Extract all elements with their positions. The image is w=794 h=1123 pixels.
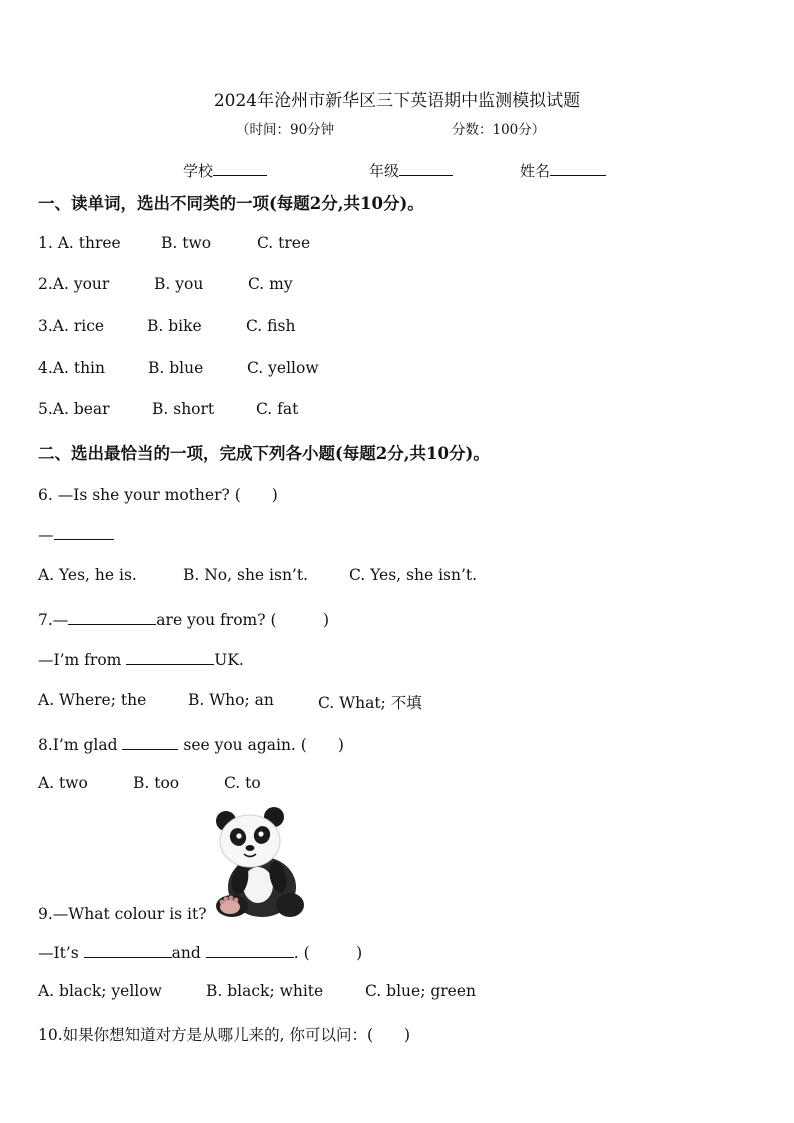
question-5-option-c: C. fat	[256, 400, 299, 418]
question-2-option-c: C. my	[248, 275, 293, 293]
panda-toe-4	[234, 898, 239, 903]
panda-illustration	[206, 805, 308, 923]
question-7-option-b: B. Who; an	[188, 691, 274, 709]
grade-blank[interactable]	[399, 161, 453, 176]
question-2-option-b: B. you	[154, 275, 204, 293]
question-8-stem	[38, 733, 344, 755]
question-7-option-c: C. What; 不填	[318, 694, 422, 712]
question-3-option-c: C. fish	[246, 317, 296, 335]
panda-right-leg	[276, 893, 304, 917]
school-blank[interactable]	[213, 161, 267, 176]
question-3-option-b: B. bike	[147, 317, 202, 335]
question-8-option-c: C. to	[224, 774, 261, 792]
question-7-reply-suffix: UK.	[214, 651, 244, 669]
question-8-blank[interactable]	[122, 735, 178, 750]
question-6-reply	[38, 525, 114, 544]
question-9-option-c: C. blue; green	[365, 982, 477, 1000]
question-6-option-b: B. No, she isn’t.	[183, 566, 309, 584]
name-field	[520, 160, 606, 181]
exam-score: 分数：100分）	[452, 122, 546, 138]
school-field	[183, 160, 267, 181]
question-7-prefix: 7.—	[38, 611, 69, 629]
question-4-option-c: C. yellow	[247, 359, 319, 377]
question-7-reply	[38, 650, 244, 669]
section1-heading: 一、读单词，选出不同类的一项(每题2分,共10分)。	[38, 194, 424, 213]
panda-left-eye	[236, 833, 241, 838]
question-7-stem	[38, 608, 329, 630]
question-1: 1. A. three	[38, 234, 121, 252]
question-6-dash: —	[38, 526, 54, 544]
question-10-stem: 10.如果你想知道对方是从哪儿来的, 你可以问：( )	[38, 1026, 411, 1044]
question-7-blank-1[interactable]	[68, 610, 156, 625]
panda-right-eye	[258, 831, 263, 836]
question-9-option-b: B. black; white	[206, 982, 324, 1000]
school-label: 学校	[183, 162, 214, 180]
question-8-option-a: A. two	[38, 774, 88, 792]
question-6-option-c: C. Yes, she isn’t.	[349, 566, 478, 584]
question-9-reply-suffix: . ( )	[293, 944, 363, 962]
question-9-blank-1[interactable]	[84, 943, 172, 958]
panda-toe-1	[220, 900, 225, 905]
question-9-option-a: A. black; yellow	[38, 982, 162, 1000]
question-9-stem: 9.—What colour is it?	[38, 905, 207, 923]
name-label: 姓名	[520, 162, 551, 180]
question-5: 5.A. bear	[38, 400, 110, 418]
section2-heading: 二、选出最恰当的一项，完成下列各小题(每题2分,共10分)。	[38, 444, 490, 463]
name-blank[interactable]	[550, 161, 606, 176]
question-7-reply-prefix: —I’m from	[38, 651, 127, 669]
question-3: 3.A. rice	[38, 317, 105, 335]
question-8-suffix: see you again. ( )	[178, 736, 344, 754]
question-1-option-b: B. two	[161, 234, 212, 252]
question-4: 4.A. thin	[38, 359, 105, 377]
page-title: 2024年沧州市新华区三下英语期中监测模拟试题	[213, 91, 581, 111]
question-6-stem: 6. —Is she your mother? ( )	[38, 486, 278, 504]
question-9-reply	[38, 941, 362, 963]
panda-nose	[246, 845, 255, 851]
question-2: 2.A. your	[38, 275, 110, 293]
question-7-option-a: A. Where; the	[38, 691, 147, 709]
question-6-option-a: A. Yes, he is.	[38, 566, 137, 584]
panda-toe-2	[224, 897, 229, 902]
question-4-option-b: B. blue	[148, 359, 204, 377]
question-7-blank-2[interactable]	[126, 650, 214, 665]
question-5-option-b: B. short	[152, 400, 215, 418]
panda-toe-3	[229, 896, 234, 901]
exam-time: （时间：90分钟	[236, 122, 335, 138]
grade-label: 年级	[369, 162, 400, 180]
question-6-blank[interactable]	[54, 525, 114, 540]
question-7-suffix: are you from? ( )	[156, 611, 330, 629]
question-8-prefix: 8.I’m glad	[38, 736, 123, 754]
question-9-blank-2[interactable]	[206, 943, 294, 958]
panda-head	[220, 815, 280, 867]
question-1-option-c: C. tree	[257, 234, 311, 252]
question-9-reply-mid: and	[171, 944, 206, 962]
grade-field	[369, 160, 453, 181]
question-8-option-b: B. too	[133, 774, 180, 792]
question-9-reply-prefix: —It’s	[38, 944, 84, 962]
